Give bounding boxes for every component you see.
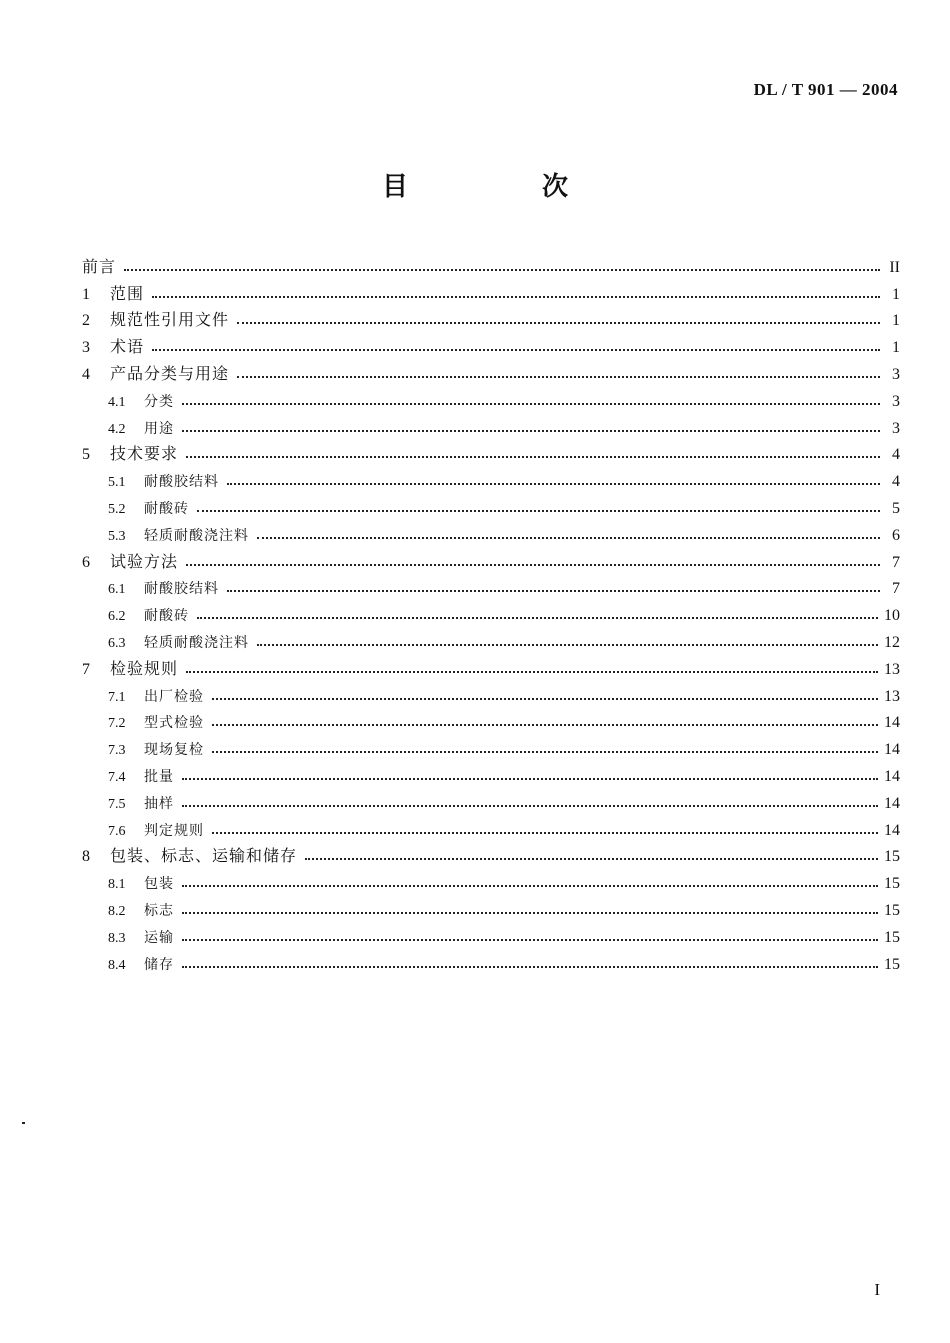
toc-entry-number: 8.2 [108,903,126,919]
toc-entry-label: 产品分类与用途 [110,363,230,383]
toc-entry-label: 包装、标志、运输和储存 [110,846,298,866]
dot-leader [212,831,878,834]
toc-entry-number: 5.2 [108,501,126,517]
dot-leader [152,348,880,351]
toc-entry-page: 13 [884,687,900,705]
toc-entry-number: 8.4 [108,957,126,973]
toc-entry-label: 试验方法 [110,551,179,571]
toc-entry-page: 14 [884,741,900,759]
toc-entry[interactable] [82,250,900,277]
toc-entry-number: 7.1 [108,689,126,705]
toc-entry[interactable] [82,464,900,491]
toc-entry-page: 15 [884,928,900,946]
dot-leader [182,911,878,914]
toc-entry[interactable] [82,625,900,652]
dot-leader [227,589,880,592]
toc-entry[interactable] [82,840,900,867]
toc-entry-label: 分类 [144,393,174,410]
toc-entry[interactable] [82,786,900,813]
toc-entry-number: 7.5 [108,796,126,812]
dot-leader [237,321,880,324]
toc-entry-label: 型式检验 [144,715,204,732]
toc-entry[interactable] [82,893,900,920]
toc-entry[interactable] [82,759,900,786]
toc-entry-page: 12 [884,633,900,651]
toc-entry-number: 4.1 [108,394,126,410]
toc-entry-label: 术语 [110,337,145,357]
toc-entry-label: 现场复检 [144,742,204,759]
toc-entry-label: 抽样 [144,795,174,812]
toc-entry-label: 轻质耐酸浇注料 [144,527,249,544]
dot-leader [197,509,880,512]
dot-leader [212,697,878,700]
toc-entry-label: 用途 [144,420,174,437]
toc-entry-label: 前言 [82,256,117,276]
toc-entry-page: 1 [892,312,900,330]
toc-entry[interactable] [82,411,900,438]
toc-entry-label: 检验规则 [110,658,179,678]
dot-leader [182,884,878,887]
dot-leader [186,670,878,673]
toc-entry-number: 7.4 [108,769,126,785]
toc-entry-page: 7 [892,580,900,598]
toc-entry-number: 2 [82,312,90,330]
toc-entry-label: 标志 [144,902,174,919]
toc-entry-number: 7.2 [108,716,126,732]
toc-entry[interactable] [82,491,900,518]
dot-leader [186,563,880,566]
toc-entry-number: 6.3 [108,635,126,651]
toc-entry-number: 4 [82,365,90,383]
toc-entry-number: 1 [82,285,90,303]
toc-entry[interactable] [82,330,900,357]
toc-entry-label: 耐酸胶结料 [144,581,219,598]
toc-entry-number: 8 [82,848,90,866]
toc-entry-page: 5 [892,499,900,517]
toc-entry[interactable] [82,679,900,706]
toc-entry-label: 出厂检验 [144,688,204,705]
toc-entry-number: 6 [82,553,90,571]
toc-entry[interactable] [82,598,900,625]
toc-entry-label: 运输 [144,929,174,946]
toc-entry[interactable] [82,652,900,679]
page-number: I [874,1280,880,1299]
toc-entry-number: 4.2 [108,421,126,437]
toc-entry[interactable] [82,813,900,840]
dot-leader [182,965,878,968]
toc-entry-page: 3 [892,365,900,383]
dot-leader [182,777,878,780]
dot-leader [305,857,878,860]
toc-entry-page: 3 [892,392,900,410]
toc-entry[interactable] [82,866,900,893]
toc-entry-number: 7.3 [108,743,126,759]
dot-leader [182,804,878,807]
toc-entry-label: 储存 [144,956,174,973]
dot-leader [186,455,880,458]
toc-entry-page: 15 [884,955,900,973]
toc-entry-page: 15 [884,875,900,893]
toc-entry[interactable] [82,920,900,947]
dot-leader [237,375,880,378]
toc-entry[interactable] [82,518,900,545]
dot-leader [197,616,878,619]
table-of-contents [82,250,900,974]
toc-entry[interactable] [82,732,900,759]
dot-leader [152,295,880,298]
toc-entry-number: 5.3 [108,528,126,544]
toc-entry-label: 判定规则 [144,822,204,839]
toc-entry-label: 耐酸砖 [144,500,189,517]
toc-entry-number: 5 [82,446,90,464]
dot-leader [212,750,878,753]
dot-leader [124,268,880,271]
toc-entry[interactable] [82,277,900,304]
toc-entry-label: 耐酸砖 [144,608,189,625]
toc-entry-page: 7 [892,553,900,571]
toc-entry-page: 4 [892,473,900,491]
toc-entry-number: 6.2 [108,609,126,625]
toc-entry[interactable] [82,438,900,465]
toc-entry-label: 规范性引用文件 [110,310,230,330]
scan-speck [22,1122,25,1124]
toc-entry-number: 3 [82,339,90,357]
standard-code: DL / T 901 — 2004 [753,80,898,99]
dot-leader [182,429,880,432]
toc-entry-label: 技术要求 [110,444,179,464]
toc-entry-page: II [889,258,900,276]
toc-entry-page: 15 [884,901,900,919]
toc-entry-number: 5.1 [108,475,126,491]
dot-leader [257,643,878,646]
toc-entry[interactable] [82,947,900,974]
dot-leader [182,402,880,405]
toc-entry-page: 14 [884,794,900,812]
toc-entry-page: 14 [884,767,900,785]
toc-entry-number: 8.1 [108,877,126,893]
toc-entry-page: 14 [884,821,900,839]
toc-entry-page: 4 [892,446,900,464]
toc-entry-number: 8.3 [108,930,126,946]
toc-entry[interactable] [82,304,900,331]
toc-entry-label: 包装 [144,876,174,893]
toc-entry-label: 耐酸胶结料 [144,474,219,491]
toc-entry-label: 批量 [144,768,174,785]
toc-entry[interactable] [82,384,900,411]
dot-leader [227,482,880,485]
toc-entry-page: 3 [892,419,900,437]
toc-entry[interactable] [82,545,900,572]
dot-leader [257,536,880,539]
toc-entry[interactable] [82,572,900,599]
toc-entry[interactable] [82,357,900,384]
dot-leader [212,723,878,726]
toc-entry-page: 6 [892,526,900,544]
toc-entry-page: 15 [884,848,900,866]
toc-entry-number: 6.1 [108,582,126,598]
toc-entry-number: 7 [82,660,90,678]
toc-entry-page: 1 [892,285,900,303]
toc-entry-page: 13 [884,660,900,678]
toc-entry[interactable] [82,706,900,733]
toc-entry-number: 7.6 [108,823,126,839]
page-title: 目 次 [381,172,622,202]
dot-leader [182,938,878,941]
toc-entry-page: 14 [884,714,900,732]
toc-entry-label: 范围 [110,283,145,303]
toc-entry-label: 轻质耐酸浇注料 [144,634,249,651]
toc-entry-page: 1 [892,339,900,357]
toc-entry-page: 10 [884,607,900,625]
